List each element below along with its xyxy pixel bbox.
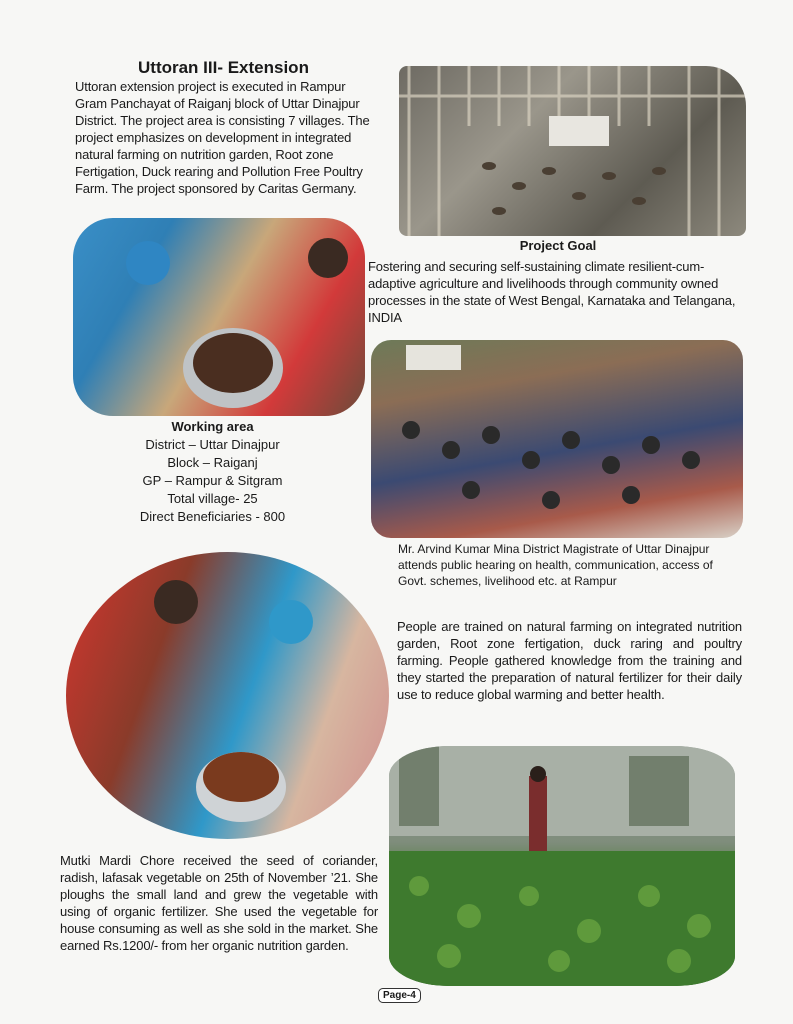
working-area-beneficiaries: Direct Beneficiaries - 800 (139, 509, 286, 524)
women-preparing-fertilizer-photo (73, 218, 365, 416)
nutrition-garden-photo (389, 746, 735, 986)
working-area-gp: GP – Rampur & Sitgram (142, 473, 283, 488)
training-paragraph: People are trained on natural farming on integrated nutrition garden, Root zone fertigation, duck raring and poultry farming. People gathered knowledge from the training and they started the preparation of natural fertilizer for their daily use to reduce global warming and better health. (397, 619, 742, 702)
public-hearing-photo (371, 340, 743, 538)
project-goal-text: Fostering and securing self-sustaining climate resilient-cum-adaptive agriculture and livelihoods through community owned processes in the state of West Bengal, Karnataka and Telangana, INDIA (368, 259, 736, 325)
project-goal-heading: Project Goal (519, 238, 597, 253)
mutki-story-paragraph: Mutki Mardi Chore received the seed of coriander, radish, lafasak vegetable on 25th of November ’21. She ploughs the small land and grew the vegetable with using of organic fertilizer. She used the vegetable for house consuming as well as she sold in the market. She earned Rs.1200/- from her organic nutrition garden. (60, 853, 378, 953)
mutki-fertilizer-photo (66, 552, 389, 839)
work-scene-illustration (73, 218, 365, 416)
garden-illustration (389, 746, 735, 986)
public-hearing-caption: Mr. Arvind Kumar Mina District Magistrate of Uttar Dinajpur attends public hearing on health, communication, access of Govt. schemes, livelihood etc. at Rampur (398, 542, 713, 588)
duck-pen-illustration (399, 66, 746, 236)
working-area-district: District – Uttar Dinajpur (145, 437, 280, 452)
crowd-illustration (371, 340, 743, 538)
page-number: Page-4 (378, 988, 421, 1003)
working-area-heading: Working area (171, 419, 254, 434)
fertilizer-mixing-illustration (66, 552, 389, 839)
working-area-total-village: Total village- 25 (167, 491, 258, 506)
page-title: Uttoran III- Extension (138, 58, 309, 77)
duck-rearing-photo (399, 66, 746, 236)
working-area-block-name: Block – Raiganj (167, 455, 258, 470)
working-area-block (80, 418, 345, 526)
intro-paragraph: Uttoran extension project is executed in Rampur Gram Panchayat of Raiganj block of Uttar Dinajpur District. The project area is consisting 7 villages. The project emphasizes on development in integrated natural farming on nutrition garden, Root zone Fertigation, Duck rearing and Pollution Free Poultry Farm. The project sponsored by Caritas Germany. (75, 79, 370, 196)
